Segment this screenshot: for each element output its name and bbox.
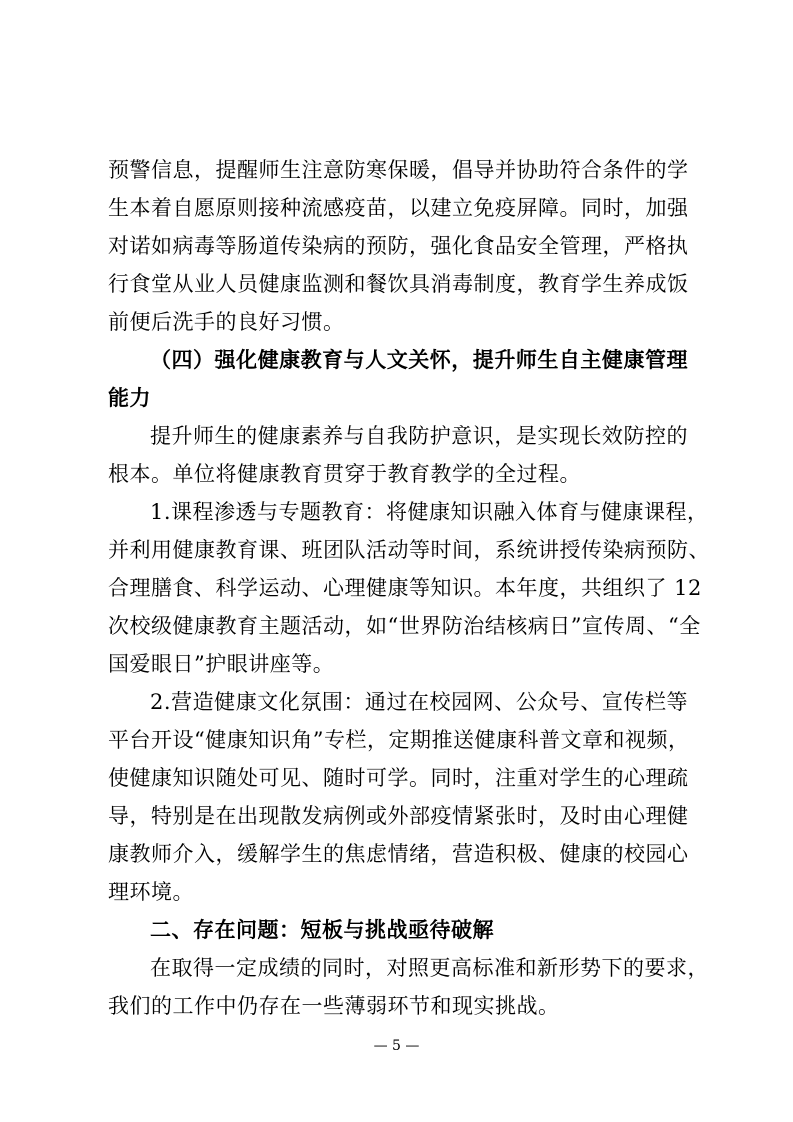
paragraph-line: 行食堂从业人员健康监测和餐饮具消毒制度，教育学生养成饭 [108, 272, 689, 296]
paragraph-line: 1.课程渗透与专题教育：将健康知识融入体育与健康课程， [150, 500, 709, 524]
paragraph-line: 康教师介入，缓解学生的焦虑情绪，营造积极、健康的校园心 [108, 842, 689, 866]
paragraph-line: 预警信息，提醒师生注意防寒保暖，倡导并协助符合条件的学 [108, 158, 689, 182]
paragraph-line: 理环境。 [108, 880, 194, 904]
paragraph-line: 对诺如病毒等肠道传染病的预防，强化食品安全管理，严格执 [108, 234, 689, 258]
paragraph-line: 次校级健康教育主题活动，如“世界防治结核病日”宣传周、“全 [108, 614, 701, 638]
paragraph-line: 在取得一定成绩的同时，对照更高标准和新形势下的要求， [150, 956, 709, 980]
paragraph-line: 使健康知识随处可见、随时可学。同时，注重对学生的心理疏 [108, 766, 689, 790]
paragraph-line: 生本着自愿原则接种流感疫苗，以建立免疫屏障。同时，加强 [108, 196, 689, 220]
paragraph-line: 2.营造健康文化氛围：通过在校园网、公众号、宣传栏等 [150, 690, 688, 714]
paragraph-line: 导，特别是在出现散发病例或外部疫情紧张时，及时由心理健 [108, 804, 689, 828]
chapter-heading: 二、存在问题：短板与挑战亟待破解 [150, 917, 494, 942]
page-number: — 5 — [373, 1038, 420, 1054]
paragraph-line: 根本。单位将健康教育贯穿于教育教学的全过程。 [108, 462, 581, 486]
paragraph-line: 合理膳食、科学运动、心理健康等知识。本年度，共组织了 12 [108, 576, 702, 600]
paragraph-line: 国爱眼日”护眼讲座等。 [108, 652, 335, 676]
section-heading-continued: 能力 [108, 385, 151, 410]
paragraph-line: 并利用健康教育课、班团队活动等时间，系统讲授传染病预防、 [108, 538, 710, 562]
paragraph-line: 平台开设“健康知识角”专栏，定期推送健康科普文章和视频， [108, 728, 690, 752]
section-heading: （四）强化健康教育与人文关怀，提升师生自主健康管理 [150, 347, 688, 372]
paragraph-line: 提升师生的健康素养与自我防护意识，是实现长效防控的 [150, 424, 688, 448]
paragraph-line: 我们的工作中仍存在一些薄弱环节和现实挑战。 [108, 994, 560, 1018]
paragraph-line: 前便后洗手的良好习惯。 [108, 310, 345, 334]
